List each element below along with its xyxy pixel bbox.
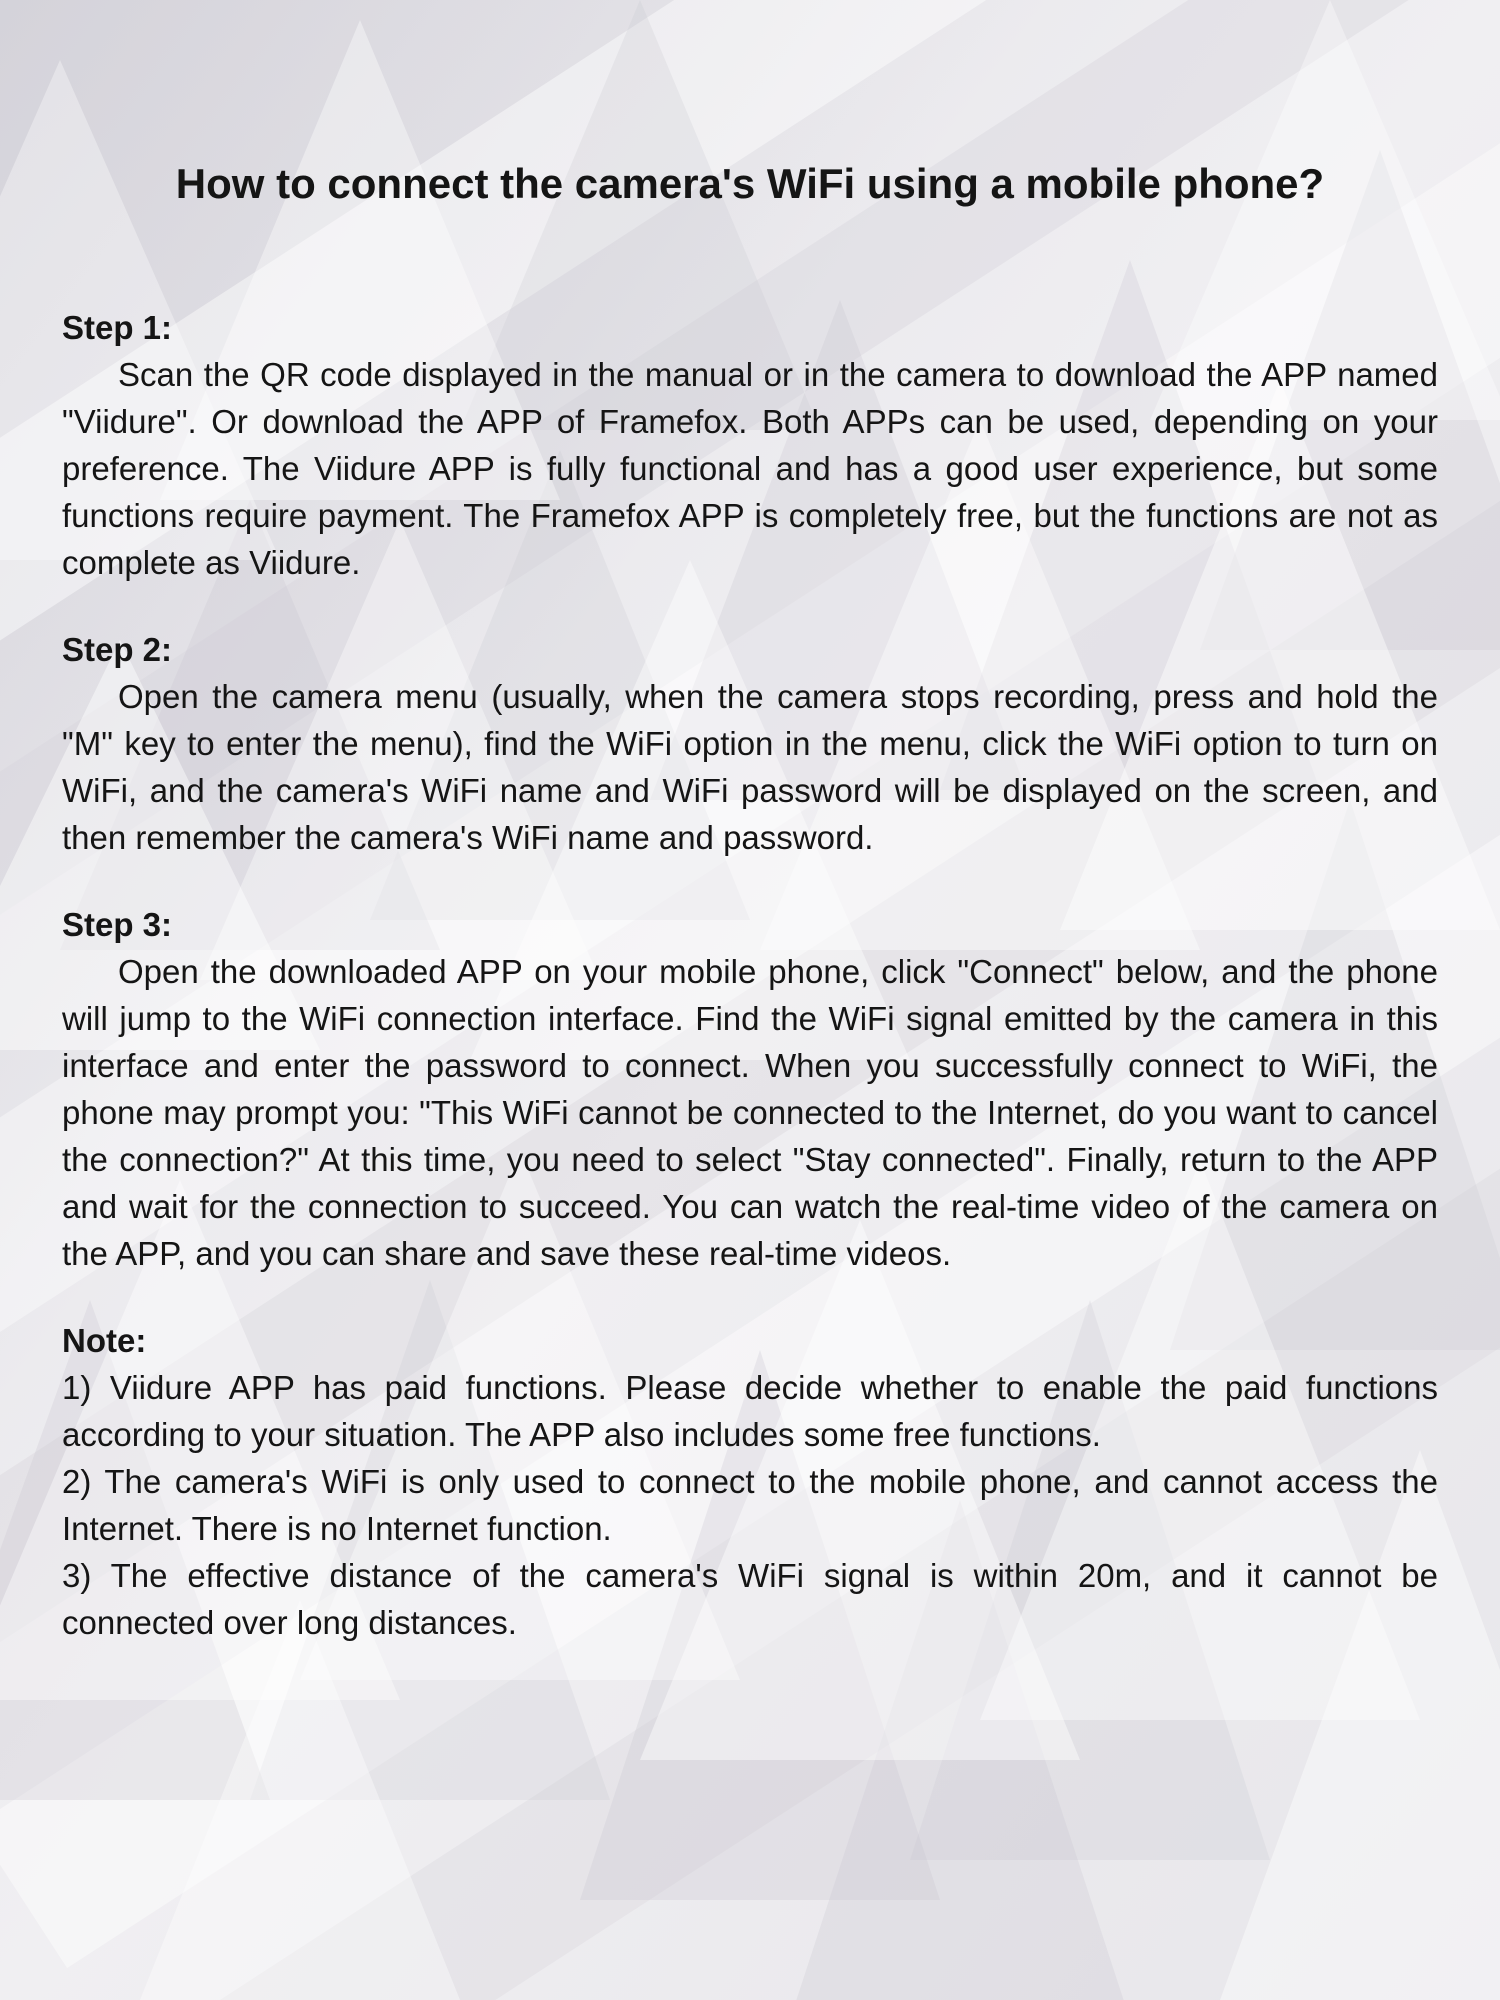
section-step-3 <box>62 901 1438 1277</box>
section-note <box>62 1317 1438 1646</box>
step-2-body: Open the camera menu (usually, when the camera stops recording, press and hold the "M" key to enter the menu), find the WiFi option in the menu, click the WiFi option to turn on WiFi, and the camera's WiFi name and WiFi password will be displayed on the screen, and then remember the camera's WiFi name and password. <box>62 678 1438 856</box>
note-item-2: 2) The camera's WiFi is only used to connect to the mobile phone, and cannot access the Internet. There is no Internet function. <box>62 1463 1438 1547</box>
note-item-3: 3) The effective distance of the camera's WiFi signal is within 20m, and it cannot be connected over long distances. <box>62 1557 1438 1641</box>
note-item-1: 1) Viidure APP has paid functions. Please decide whether to enable the paid functions according to your situation. The APP also includes some free functions. <box>62 1369 1438 1453</box>
note-heading: Note: <box>62 1322 147 1359</box>
step-2-heading: Step 2: <box>62 631 173 668</box>
step-1-body: Scan the QR code displayed in the manual or in the camera to download the APP named "Viidure". Or download the APP of Framefox. Both APPs can be used, depending on your preference. The Viidure APP is fully functional and has a good user experience, but some functions require payment. The Framefox APP is completely free, but the functions are not as complete as Viidure. <box>62 356 1438 581</box>
step-3-body: Open the downloaded APP on your mobile phone, click "Connect" below, and the phone will jump to the WiFi connection interface. Find the WiFi signal emitted by the camera in this interface and enter the password to connect. When you successfully connect to WiFi, the phone may prompt you: "This WiFi cannot be connected to the Internet, do you want to cancel the connection?" At this time, you need to select "Stay connected". Finally, return to the APP and wait for the connection to succeed. You can watch the real-time video of the camera on the APP, and you can share and save these real-time videos. <box>62 953 1438 1272</box>
page-title: How to connect the camera's WiFi using a mobile phone? <box>175 160 1325 207</box>
step-1-heading: Step 1: <box>62 309 173 346</box>
section-step-2 <box>62 626 1438 861</box>
step-3-heading: Step 3: <box>62 906 173 943</box>
section-step-1 <box>62 304 1438 586</box>
